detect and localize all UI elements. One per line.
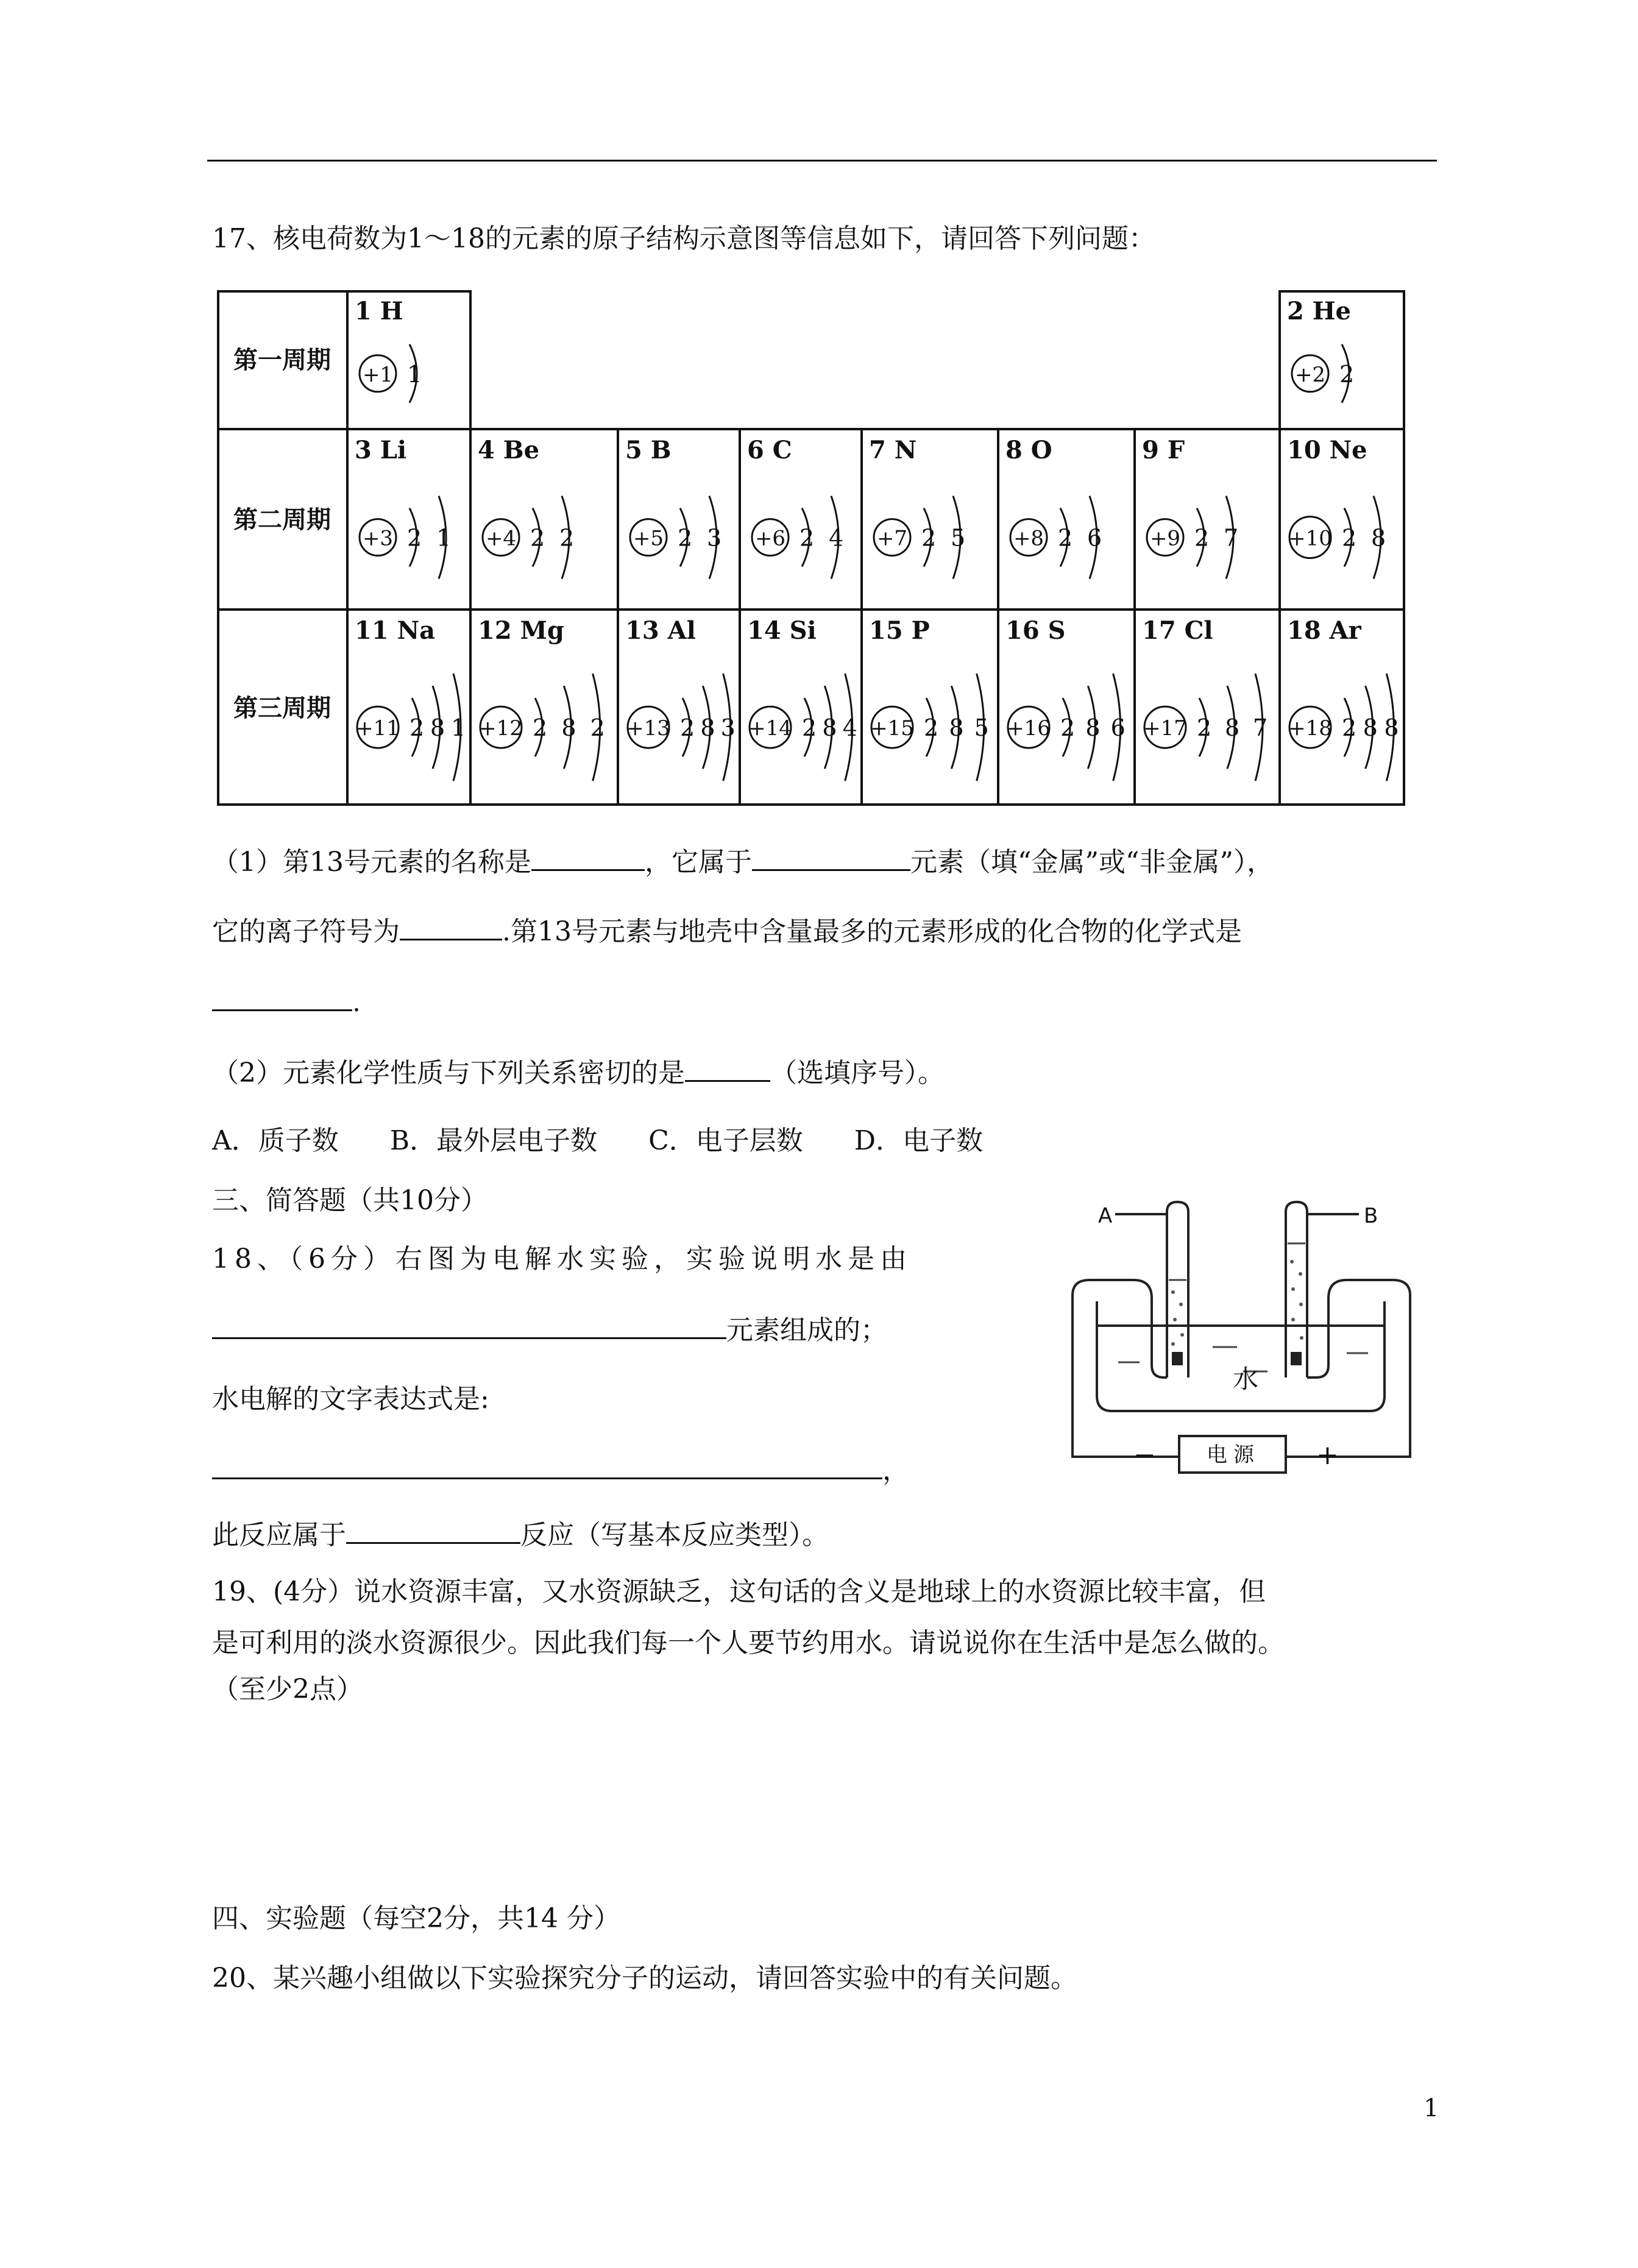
- shell-electron-count: 8: [1225, 714, 1240, 742]
- shell-electron-count: 2: [680, 714, 695, 742]
- shell-electron-count: 2: [800, 524, 815, 552]
- nuclear-charge: +18: [1288, 716, 1332, 741]
- element-label-n: 7 N: [869, 436, 917, 464]
- element-label-f: 9 F: [1142, 436, 1185, 464]
- nuclear-charge: +6: [754, 526, 786, 551]
- q17-options: [212, 1125, 983, 1157]
- label-a: A: [1098, 1204, 1113, 1228]
- header-rule: [207, 160, 1437, 162]
- answer-blank-reaction-type[interactable]: [346, 1518, 520, 1544]
- water-label: 水: [1233, 1364, 1259, 1394]
- answer-blank-elements[interactable]: [212, 1313, 726, 1339]
- q18-line5: 此反应属于 反应（写基本反应类型）。: [212, 1518, 829, 1552]
- element-label-ne: 10 Ne: [1287, 436, 1367, 464]
- nuclear-charge: +9: [1149, 526, 1181, 551]
- shell-electron-count: 2: [1339, 360, 1355, 388]
- shell-electron-count: 1: [451, 714, 466, 742]
- minus-sign: −: [1133, 1440, 1156, 1471]
- nuclear-charge: +17: [1143, 716, 1187, 741]
- answer-blank-type[interactable]: [752, 845, 910, 871]
- electrolysis-apparatus-figure: [1060, 1189, 1426, 1481]
- shell-electron-count: 8: [1085, 714, 1101, 742]
- shell-electron-count: 2: [921, 524, 937, 552]
- shell-electron-count: 1: [407, 360, 422, 388]
- shell-electron-count: 1: [436, 524, 452, 552]
- shell-electron-count: 8: [822, 714, 837, 742]
- q19-answer-area[interactable]: [212, 1731, 1437, 1889]
- shell-electron-count: 2: [559, 524, 575, 552]
- shell-electron-count: 7: [1224, 524, 1239, 552]
- element-label-be: 4 Be: [478, 436, 540, 464]
- shell-electron-count: 5: [974, 714, 989, 742]
- shell-electron-count: 7: [1253, 714, 1268, 742]
- shell-electron-count: 2: [530, 524, 545, 552]
- shell-electron-count: 2: [1197, 714, 1212, 742]
- element-label-na: 11 Na: [355, 616, 436, 645]
- element-label-c: 6 C: [747, 436, 792, 464]
- shell-electron-count: 3: [707, 524, 722, 552]
- q18-line3: 水电解的文字表达式是:: [212, 1384, 489, 1415]
- q18-line4: ，: [212, 1453, 909, 1487]
- shell-electron-count: 4: [842, 714, 857, 742]
- shell-electron-count: 6: [1087, 524, 1102, 552]
- shell-electron-count: 8: [949, 714, 964, 742]
- q20-stem: 20、某兴趣小组做以下实验探究分子的运动，请回答实验中的有关问题。: [212, 1963, 1077, 1994]
- element-label-he: 2 He: [1287, 297, 1351, 325]
- q18-line2: 元素组成的；: [212, 1313, 887, 1347]
- q17-part1-line1: （1）第13号元素的名称是 ，它属于 元素（填“金属”或“非金属”），: [212, 845, 1274, 879]
- shell-electron-count: 2: [1342, 714, 1357, 742]
- shell-electron-count: 6: [1110, 714, 1126, 742]
- shell-electron-count: 3: [720, 714, 736, 742]
- q18-line1: 18、（6分）右图为电解水实验，实验说明水是由: [212, 1243, 912, 1274]
- answer-blank-ion-symbol[interactable]: [400, 914, 502, 940]
- option-d[interactable]: D．电子数: [854, 1125, 984, 1156]
- shell-electron-count: 2: [1060, 714, 1076, 742]
- shell-electron-count: 2: [533, 714, 548, 742]
- option-a[interactable]: A．质子数: [212, 1125, 339, 1156]
- section-4-heading: 四、实验题（每空2分，共14 分）: [212, 1903, 620, 1934]
- nuclear-charge: +10: [1288, 526, 1332, 551]
- option-c[interactable]: C．电子层数: [648, 1125, 803, 1156]
- nuclear-charge: +2: [1294, 362, 1326, 387]
- element-label-h: 1 H: [355, 297, 403, 325]
- shell-electron-count: 2: [802, 714, 817, 742]
- nuclear-charge: +7: [876, 526, 908, 551]
- nuclear-charge: +12: [479, 716, 523, 741]
- element-label-cl: 17 Cl: [1142, 616, 1213, 645]
- label-b: B: [1364, 1204, 1378, 1228]
- answer-blank-name[interactable]: [531, 845, 645, 871]
- period-label: 第三周期: [233, 694, 331, 722]
- element-label-mg: 12 Mg: [478, 616, 564, 645]
- answer-blank-formula[interactable]: [212, 985, 352, 1011]
- nuclear-charge: +14: [748, 716, 792, 741]
- nuclear-charge: +4: [485, 526, 517, 551]
- nuclear-charge: +5: [633, 526, 664, 551]
- periodic-table-diagram: [217, 290, 1405, 806]
- element-label-p: 15 P: [869, 616, 930, 645]
- q17-part1-line2: 它的离子符号为 .第13号元素与地壳中含量最多的元素形成的化合物的化学式是: [212, 914, 1242, 948]
- shell-electron-count: 8: [1384, 714, 1399, 742]
- nuclear-charge: +11: [356, 716, 400, 741]
- section-3-heading: 三、简答题（共10分）: [212, 1185, 488, 1216]
- q17-stem: 17、核电荷数为1～18的元素的原子结构示意图等信息如下，请回答下列问题：: [212, 223, 1155, 254]
- answer-blank-equation[interactable]: [212, 1453, 882, 1479]
- nuclear-charge: +3: [362, 526, 394, 551]
- q19-line1: 19、(4分）说水资源丰富，又水资源缺乏，这句话的含义是地球上的水资源比较丰富，但: [212, 1576, 1266, 1607]
- option-b[interactable]: B．最外层电子数: [389, 1125, 598, 1156]
- shell-electron-count: 5: [951, 524, 966, 552]
- shell-electron-count: 2: [410, 714, 425, 742]
- element-label-s: 16 S: [1005, 616, 1066, 645]
- shell-electron-count: 8: [561, 714, 576, 742]
- nuclear-charge: +13: [626, 716, 670, 741]
- shell-electron-count: 8: [700, 714, 715, 742]
- q17-part1-line3: .: [212, 985, 361, 1019]
- shell-electron-count: 8: [1371, 524, 1386, 552]
- q19-line2: 是可利用的淡水资源很少。因此我们每一个人要节约用水。请说说你在生活中是怎么做的。: [212, 1627, 1285, 1658]
- power-label: 电源: [1207, 1443, 1260, 1467]
- shell-electron-count: 2: [590, 714, 605, 742]
- q17-part2: （2）元素化学性质与下列关系密切的是 （选填序号）。: [212, 1056, 945, 1090]
- element-label-al: 13 Al: [625, 616, 696, 645]
- shell-electron-count: 4: [829, 524, 844, 552]
- shell-electron-count: 2: [1342, 524, 1357, 552]
- shell-electron-count: 2: [407, 524, 422, 552]
- element-label-b: 5 B: [625, 436, 672, 464]
- answer-blank-choice[interactable]: [685, 1056, 770, 1082]
- nuclear-charge: +15: [870, 716, 914, 741]
- plus-sign: +: [1316, 1440, 1339, 1471]
- nuclear-charge: +1: [362, 362, 394, 387]
- element-label-si: 14 Si: [747, 616, 817, 645]
- page-number: 1: [1424, 2094, 1439, 2122]
- shell-electron-count: 2: [678, 524, 693, 552]
- nuclear-charge: +16: [1007, 716, 1051, 741]
- shell-electron-count: 2: [1194, 524, 1210, 552]
- shell-electron-count: 8: [1363, 714, 1378, 742]
- period-label: 第二周期: [233, 505, 331, 534]
- element-label-li: 3 Li: [355, 436, 407, 464]
- q19-line3: （至少2点）: [212, 1674, 363, 1705]
- shell-electron-count: 8: [430, 714, 445, 742]
- element-label-ar: 18 Ar: [1287, 616, 1361, 645]
- period-label: 第一周期: [233, 346, 331, 374]
- nuclear-charge: +8: [1013, 526, 1044, 551]
- shell-electron-count: 2: [924, 714, 939, 742]
- shell-electron-count: 2: [1058, 524, 1073, 552]
- element-label-o: 8 O: [1005, 436, 1052, 464]
